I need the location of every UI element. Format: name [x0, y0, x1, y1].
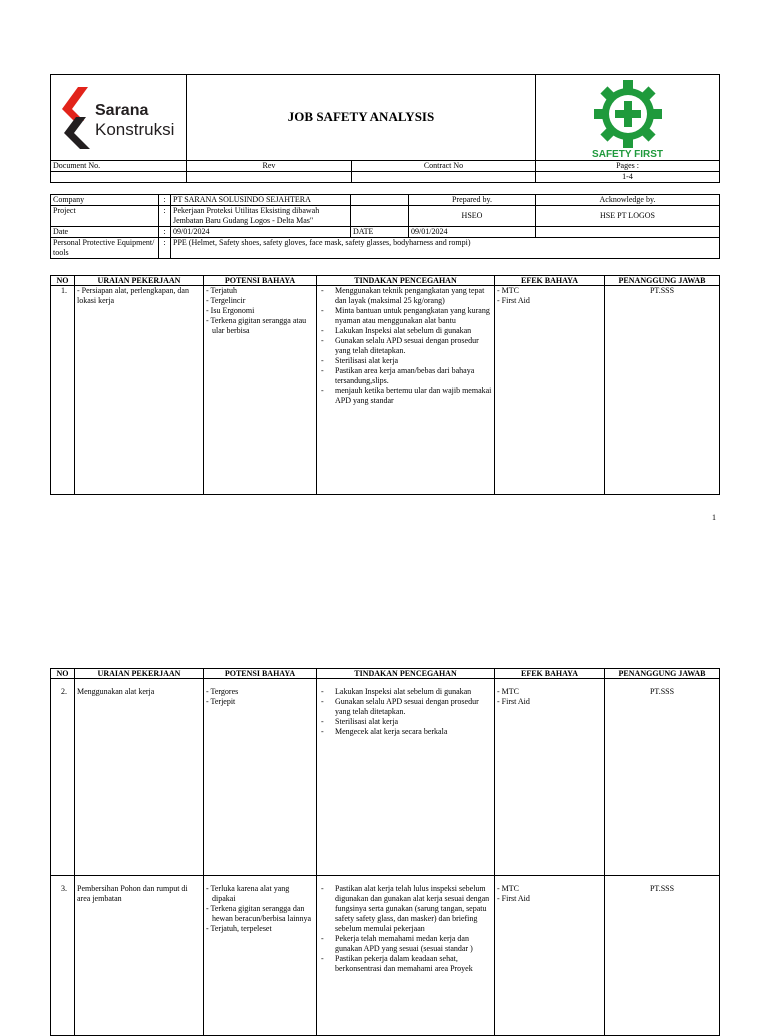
colon: :: [159, 238, 171, 259]
hazard-item: - Terjepit: [206, 697, 236, 706]
logo-text-sarana: Sarana: [95, 101, 149, 119]
row-effects: [495, 286, 605, 495]
project-info-table: [50, 194, 720, 259]
document-title: JOB SAFETY ANALYSIS: [187, 75, 536, 161]
table-row: [51, 286, 720, 495]
project-value: Pekerjaan Proteksi Utilitas Eksisting dibawah Jembatan Baru Gudang Logos - Delta Mas": [171, 206, 351, 227]
logo-text-konstruksi: Konstruksi: [95, 119, 175, 139]
col-header-control: TINDAKAN PENCEGAHAN: [317, 276, 495, 286]
control-item: - Lakukan Inspeksi alat sebelum di gunakan: [319, 687, 492, 697]
effect-item: - First Aid: [497, 296, 530, 305]
col-header-hazard: POTENSI BAHAYA: [204, 669, 317, 679]
hazard-item: - Terluka karena alat yang dipakai: [206, 884, 290, 903]
row-task: Pembersihan Pohon dan rumput di area jembatan: [75, 876, 204, 1036]
hazard-item: - Tergelincir: [206, 296, 246, 305]
company-logo-cell: [51, 75, 187, 161]
row-no: 1.: [51, 286, 75, 495]
table-row: [51, 679, 720, 876]
date2-label: DATE: [351, 227, 409, 238]
pages-label: Pages :: [536, 161, 720, 172]
control-item: - Gunakan selalu APD sesuai dengan prosedur yang telah ditetapkan.: [319, 697, 492, 717]
acknowledge-by-value: HSE PT LOGOS: [536, 206, 720, 227]
control-item: - Pastikan area kerja aman/bebas dari bahaya tersandung,slips.: [319, 366, 492, 386]
effect-item: - First Aid: [497, 894, 530, 903]
date-value: 09/01/2024: [171, 227, 351, 238]
page-number: 1: [712, 513, 716, 522]
ppe-value: PPE (Helmet, Safety shoes, safety gloves, face mask, safety glasses, bodyharness and rompi): [171, 238, 720, 259]
acknowledge-by-label: Acknowledge by.: [536, 195, 720, 206]
doc-no-value: [51, 172, 187, 183]
prepared-by-label: Prepared by.: [409, 195, 536, 206]
row-hazards: [204, 876, 317, 1036]
control-item: - Lakukan Inspeksi alat sebelum di gunakan: [319, 326, 492, 336]
date-label: Date: [51, 227, 159, 238]
row-hazards: [204, 286, 317, 495]
hazard-item: - Terjatuh, terpeleset: [206, 924, 272, 933]
safety-first-logo-cell: [536, 75, 720, 161]
project-label: Project: [51, 206, 159, 227]
row-controls: [317, 876, 495, 1036]
row-task: Menggunakan alat kerja: [75, 679, 204, 876]
prepared-by-value: HSEO: [409, 206, 536, 227]
contract-no-label: Contract No: [352, 161, 536, 172]
row-pic: PT.SSS: [605, 286, 720, 495]
table-header-row: [51, 276, 720, 286]
control-item: - Pastikan alat kerja telah lulus inspeksi sebelum digunakan dan gunakan alat kerja sesuai dengan fungsinya serta gunakan (sarung tangan, sepatu safety safety glass, dan masker) dan briefing sebelum memulai pekerjaan: [319, 884, 492, 934]
row-effects: [495, 679, 605, 876]
empty-cell: [351, 206, 409, 227]
table-header-row: [51, 669, 720, 679]
hazard-item: - Terkena gigitan serangga dan hewan beracun/berbisa lainnya: [206, 904, 312, 923]
col-header-pic: PENANGGUNG JAWAB: [605, 276, 720, 286]
effect-item: - MTC: [497, 687, 519, 696]
col-header-effect: EFEK BAHAYA: [495, 276, 605, 286]
pages-value: 1-4: [536, 172, 720, 183]
row-task: - Persiapan alat, perlengkapan, dan lokasi kerja: [75, 286, 204, 495]
colon: :: [159, 206, 171, 227]
colon: :: [159, 195, 171, 206]
hazard-item: - Terjatuh: [206, 286, 238, 295]
control-item: - Gunakan selalu APD sesuai dengan prosedur yang telah ditetapkan.: [319, 336, 492, 356]
col-header-task: URAIAN PEKERJAAN: [75, 276, 204, 286]
control-item: - Pastikan pekerja dalam keadaan sehat, berkonsentrasi dan memahami area Proyek: [319, 954, 492, 974]
row-pic: PT.SSS: [605, 876, 720, 1036]
col-header-control: TINDAKAN PENCEGAHAN: [317, 669, 495, 679]
control-item: - Minta bantuan untuk pengangkatan yang kurang nyaman atau menggunakan alat bantu: [319, 306, 492, 326]
control-item: - Sterilisasi alat kerja: [319, 717, 492, 727]
empty-cell: [351, 195, 409, 206]
effect-item: - MTC: [497, 884, 519, 893]
control-item: - Mengecek alat kerja secara berkala: [319, 727, 492, 737]
date2-value: 09/01/2024: [409, 227, 536, 238]
colon: :: [159, 227, 171, 238]
contract-no-value: [352, 172, 536, 183]
col-header-effect: EFEK BAHAYA: [495, 669, 605, 679]
row-no: 3.: [51, 876, 75, 1036]
hazard-item: - Terkena gigitan serangga atau ular berbisa: [206, 316, 307, 335]
row-controls: [317, 286, 495, 495]
col-header-no: NO: [51, 276, 75, 286]
safety-first-label: SAFETY FIRST: [592, 149, 663, 160]
col-header-pic: PENANGGUNG JAWAB: [605, 669, 720, 679]
row-pic: PT.SSS: [605, 679, 720, 876]
effect-item: - First Aid: [497, 697, 530, 706]
col-header-task: URAIAN PEKERJAAN: [75, 669, 204, 679]
hazard-item: - Isu Ergonomi: [206, 306, 255, 315]
ppe-label: Personal Protective Equipment/ tools: [51, 238, 159, 259]
safety-gear-cross-icon: [591, 78, 665, 150]
col-header-no: NO: [51, 669, 75, 679]
col-header-hazard: POTENSI BAHAYA: [204, 276, 317, 286]
jsa-table-page-2: [50, 668, 720, 1036]
control-item: - Menggunakan teknik pengangkatan yang tepat dan layak (maksimal 25 kg/orang): [319, 286, 492, 306]
row-no: 2.: [51, 679, 75, 876]
row-hazards: [204, 679, 317, 876]
company-label: Company: [51, 195, 159, 206]
hazard-item: - Tergores: [206, 687, 239, 696]
control-item: - menjauh ketika bertemu ular dan wajib memakai APD yang standar: [319, 386, 492, 406]
doc-no-label: Document No.: [51, 161, 187, 172]
control-item: - Sterilisasi alat kerja: [319, 356, 492, 366]
table-row: [51, 876, 720, 1036]
jsa-table-page-1: [50, 275, 720, 495]
rev-value: [187, 172, 352, 183]
control-item: - Pekerja telah memahami medan kerja dan gunakan APD yang sesuai (sesuai standar ): [319, 934, 492, 954]
rev-label: Rev: [187, 161, 352, 172]
sarana-logo-icon: [62, 87, 92, 151]
row-effects: [495, 876, 605, 1036]
row-controls: [317, 679, 495, 876]
company-logo: [53, 83, 184, 153]
effect-item: - MTC: [497, 286, 519, 295]
empty-cell: [536, 227, 720, 238]
document-header: [50, 74, 720, 183]
company-value: PT SARANA SOLUSINDO SEJAHTERA: [171, 195, 351, 206]
